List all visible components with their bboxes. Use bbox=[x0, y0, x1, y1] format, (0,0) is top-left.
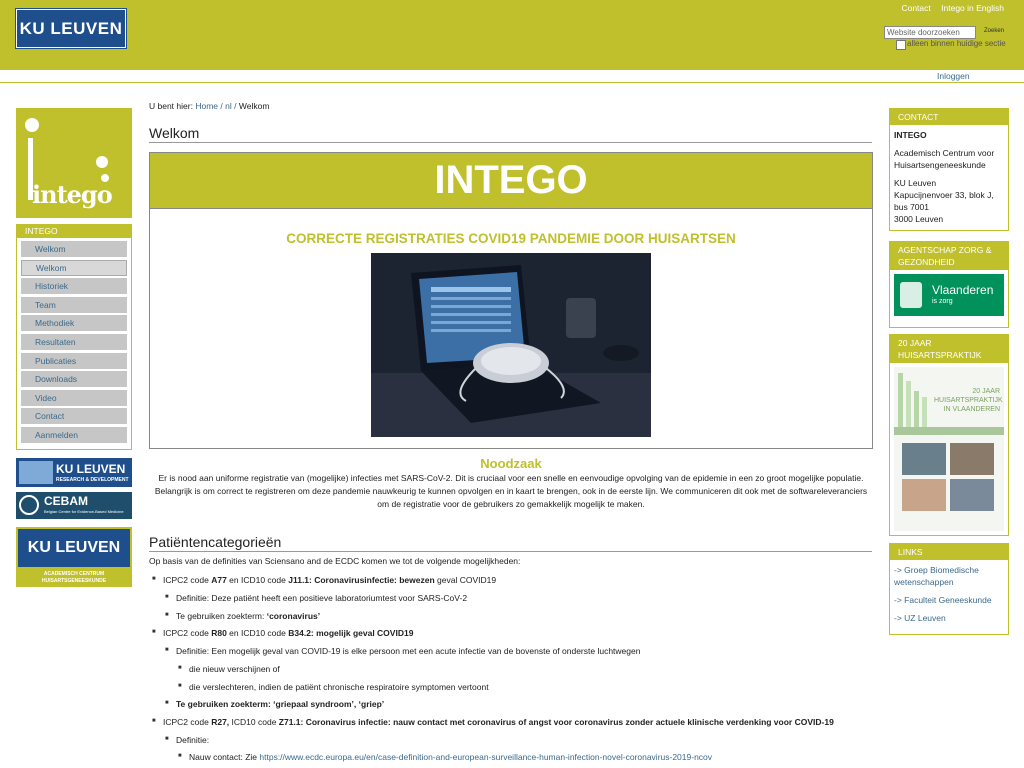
contact-acad: Academisch Centrum voor Huisartsengeneeskunde bbox=[894, 148, 995, 170]
cebam-sub: Belgian Centre for Evidence-Based Medicine bbox=[44, 508, 124, 514]
list-item bbox=[189, 752, 712, 762]
list-item bbox=[163, 717, 834, 727]
nav-item-welkom[interactable]: Welkom bbox=[21, 241, 127, 257]
list-code: R27, bbox=[211, 717, 230, 727]
book-box bbox=[889, 334, 1009, 536]
ku-leuven-rd-title: KU LEUVEN bbox=[56, 461, 126, 476]
achg-badge[interactable] bbox=[16, 527, 132, 587]
list-text: Te gebruiken zoekterm: bbox=[176, 611, 267, 621]
list-text: en ICD10 code bbox=[226, 575, 289, 585]
list-item: ■ die nieuw verschijnen of bbox=[189, 664, 280, 674]
nav-item-team[interactable]: Team bbox=[21, 297, 127, 313]
breadcrumb bbox=[149, 101, 269, 111]
laptop-mask-photo bbox=[371, 253, 651, 437]
links-box bbox=[889, 543, 1009, 635]
contact-addr2: Kapucijnenvoer 33, blok J, bus 7001 bbox=[894, 190, 994, 212]
list-text: en ICD10 code bbox=[226, 628, 289, 638]
nav-item-welkom-active[interactable]: Welkom bbox=[21, 260, 127, 276]
ku-leuven-rd-badge[interactable] bbox=[16, 458, 132, 487]
link-biomedische[interactable]: -> Groep Biomedische wetenschappen bbox=[894, 565, 979, 587]
top-links bbox=[893, 3, 1004, 13]
breadcrumb-separator: / bbox=[220, 101, 223, 111]
intego-feature-box bbox=[149, 152, 873, 449]
cover-bar bbox=[906, 381, 911, 433]
section-only-checkbox[interactable] bbox=[896, 40, 906, 50]
list-item: ■ Definitie: bbox=[176, 735, 209, 745]
contact-body bbox=[890, 125, 1008, 229]
nav-item-contact[interactable]: Contact bbox=[21, 408, 127, 424]
logo-dot bbox=[25, 118, 39, 132]
list-item bbox=[163, 628, 413, 638]
book-title: 20 JAAR HUISARTSPRAKTIJK bbox=[890, 335, 1008, 363]
agency-box bbox=[889, 241, 1009, 328]
vlaanderen-sub: is zorg bbox=[932, 298, 953, 305]
site-header bbox=[0, 0, 1024, 70]
logo-word: intego bbox=[32, 180, 112, 209]
contact-addr3: 3000 Leuven bbox=[894, 214, 944, 224]
list-item: ■ Definitie: Een mogelijk geval van COVID-19 is elke persoon met een acute infectie van de bovenste of onderste luchtwegen bbox=[176, 646, 640, 656]
cover-title: 20 JAAR HUISARTSPRAKTIJK IN VLAANDEREN bbox=[934, 388, 1003, 413]
logo-dot bbox=[96, 156, 108, 168]
contact-box bbox=[889, 108, 1009, 231]
list-text: ICPC2 code bbox=[163, 717, 212, 727]
list-item: ■ die verslechteren, indien de patiënt chronische respiratoire symptomen vertoont bbox=[189, 682, 489, 692]
intego-logo[interactable] bbox=[16, 108, 132, 218]
covid-subtitle: CORRECTE REGISTRATIES COVID19 PANDEMIE DOOR HUISARTSEN bbox=[286, 231, 736, 246]
nav-item-downloads[interactable]: Downloads bbox=[21, 371, 127, 387]
noodzaak-heading: Noodzaak bbox=[480, 456, 542, 471]
section-heading: Patiëntencategorieën bbox=[149, 534, 872, 552]
ecdc-link[interactable]: https://www.ecdc.europa.eu/en/case-definition-and-european-surveillance-human-infection-novel-coronavirus-2019-ncov bbox=[259, 752, 713, 762]
breadcrumb-nl[interactable]: nl bbox=[225, 101, 232, 111]
sub-bar bbox=[0, 70, 1024, 83]
breadcrumb-current: Welkom bbox=[238, 101, 270, 111]
page-title: Welkom bbox=[149, 125, 872, 143]
ku-leuven-rd-emblem bbox=[19, 461, 53, 484]
cover-bar bbox=[898, 373, 903, 433]
contact-link[interactable]: Contact bbox=[901, 3, 931, 13]
achg-sub: ACADEMISCH CENTRUM HUISARTSGENEESKUNDE bbox=[41, 570, 107, 584]
nav-item-aanmelden[interactable]: Aanmelden bbox=[21, 427, 127, 443]
ku-leuven-rd-sub: RESEARCH & DEVELOPMENT bbox=[56, 476, 129, 483]
list-item: ■ Definitie: Deze patiënt heeft een positieve laboratoriumtest voor SARS-CoV-2 bbox=[176, 593, 467, 603]
link-uz-leuven[interactable]: -> UZ Leuven bbox=[894, 613, 946, 623]
contact-addr1: KU Leuven bbox=[894, 178, 937, 188]
list-item bbox=[176, 611, 320, 621]
list-text: ICPC2 code bbox=[163, 575, 212, 585]
noodzaak-text bbox=[149, 472, 873, 511]
lion-icon bbox=[900, 282, 922, 308]
breadcrumb-home[interactable]: Home bbox=[195, 101, 219, 111]
nav-title: INTEGO bbox=[17, 225, 131, 238]
nav-item-publicaties[interactable]: Publicaties bbox=[21, 353, 127, 369]
cebam-emblem bbox=[19, 495, 39, 515]
cebam-badge[interactable] bbox=[16, 492, 132, 519]
list-item bbox=[163, 575, 496, 585]
intego-banner: INTEGO bbox=[150, 153, 872, 209]
list-code: A77 bbox=[211, 575, 227, 585]
list-code: R80 bbox=[211, 628, 227, 638]
list-term: ‘coronavirus’ bbox=[266, 611, 321, 621]
list-item: ■ Te gebruiken zoekterm: ‘griepaal syndroom’, ‘griep’ bbox=[176, 699, 384, 709]
cover-photo bbox=[950, 443, 994, 475]
section-only-label: alleen binnen huidige sectie bbox=[907, 39, 1006, 48]
left-column bbox=[16, 108, 132, 587]
nav-item-historiek[interactable]: Historiek bbox=[21, 278, 127, 294]
nav-item-resultaten[interactable]: Resultaten bbox=[21, 334, 127, 350]
achg-title: KU LEUVEN bbox=[18, 529, 130, 567]
breadcrumb-prefix: U bent hier: bbox=[149, 101, 193, 111]
section-intro: Op basis van de definities van Sciensano and de ECDC komen we tot de volgende mogelijkheden: bbox=[149, 556, 521, 566]
cover-band bbox=[894, 427, 1004, 435]
noodzaak-paragraph-2: Belangrijk is om correct te registreren om deze pandemie nauwkeurig te kunnen opvolgen en in kaart te brengen, ook in de eerste lijn. We communiceren dit ook met de softwareleveranciers om de registratie voor de gebruikers zo gemakkelijk mogelijk te maken. bbox=[154, 486, 868, 509]
links-title: LINKS bbox=[890, 544, 1008, 560]
list-code: B34.2: mogelijk geval COVID19 bbox=[288, 628, 414, 638]
vlaanderen-word: Vlaanderen bbox=[932, 283, 994, 297]
cebam-title: CEBAM bbox=[44, 493, 88, 508]
cover-photo bbox=[950, 479, 994, 511]
nav-list bbox=[17, 238, 131, 449]
list-text: ICPC2 code bbox=[163, 628, 212, 638]
laptop-mask-illustration bbox=[371, 253, 651, 437]
nav-item-methodiek[interactable]: Methodiek bbox=[21, 315, 127, 331]
list-code: Z71.1: Coronavirus infectie: nauw contact met coronavirus of angst voor coronavirus zonder actuele klinische verdenking voor COVID-19 bbox=[278, 717, 834, 727]
ku-leuven-logo[interactable]: KU LEUVEN bbox=[16, 9, 126, 48]
breadcrumb-separator: / bbox=[234, 101, 237, 111]
contact-title: CONTACT bbox=[890, 109, 1008, 125]
nav-box bbox=[16, 224, 132, 450]
link-geneeskunde[interactable]: -> Faculteit Geneeskunde bbox=[894, 595, 992, 605]
list-text: Nauw contact: Zie bbox=[189, 752, 260, 762]
nav-item-video[interactable]: Video bbox=[21, 390, 127, 406]
cover-photo bbox=[902, 479, 946, 511]
vlaanderen-logo[interactable] bbox=[894, 274, 1004, 316]
cover-photo bbox=[902, 443, 946, 475]
english-link[interactable]: Intego in English bbox=[941, 3, 1004, 13]
noodzaak-paragraph-1: Er is nood aan uniforme registratie van (mogelijke) infecties met SARS-CoV-2. Dit is cruciaal voor een snelle en eenvoudige opvolging van de epidemie in een zo groot mogelijke populatie. bbox=[158, 473, 864, 483]
agency-title: AGENTSCHAP ZORG & GEZONDHEID bbox=[890, 242, 1008, 270]
search-button[interactable]: Zoeken bbox=[984, 28, 1005, 34]
list-text: geval COVID19 bbox=[434, 575, 497, 585]
list-code: J11.1: Coronavirusinfectie: bewezen bbox=[288, 575, 435, 585]
list-text: ICD10 code bbox=[229, 717, 279, 727]
contact-org: INTEGO bbox=[894, 130, 927, 140]
login-link[interactable]: Inloggen bbox=[937, 71, 970, 81]
search-input[interactable]: Website doorzoeken bbox=[884, 26, 976, 39]
book-cover[interactable] bbox=[894, 367, 1004, 531]
links-body bbox=[890, 560, 1008, 628]
